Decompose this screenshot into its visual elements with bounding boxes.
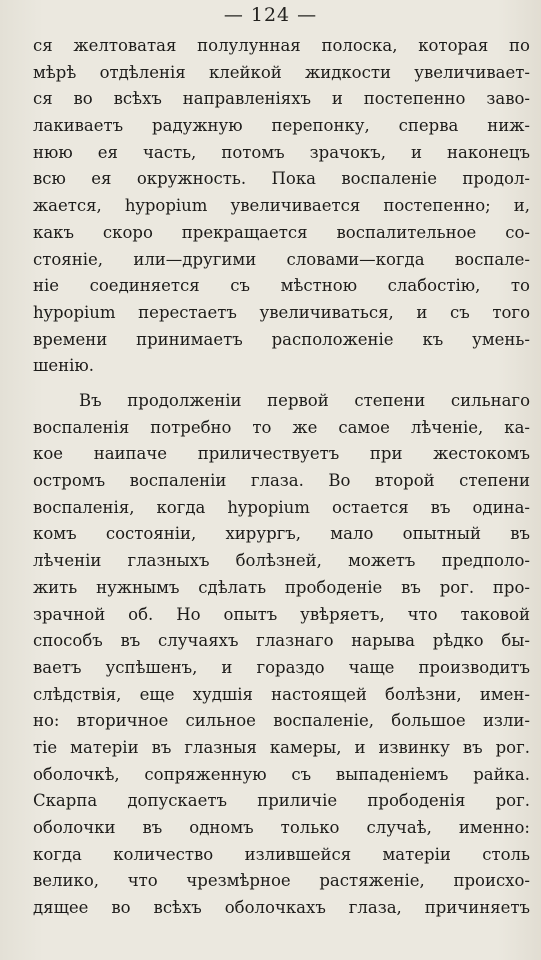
- text-line: стояніе, или—другими словами—когда воспале-: [33, 249, 530, 269]
- text-line: кое наипаче приличествуетъ при жестокомъ: [33, 444, 530, 464]
- text-line: Въ продолженіи первой степени сильнаго: [79, 391, 530, 410]
- text-line: ся желтоватая полулунная полоска, которая по: [33, 36, 530, 55]
- text-line: Скарпа допускаетъ приличіе прободенія рог.: [33, 791, 530, 811]
- text-line: дящее во всѣхъ оболочкахъ глаза, причиняетъ: [33, 898, 530, 918]
- text-line: жается, hypopium увеличивается постепенно; и,: [33, 196, 530, 216]
- text-line: велико, что чрезмѣрное растяженіе, происхо-: [33, 871, 530, 891]
- paragraph-1: [33, 33, 530, 380]
- text-line: комъ состояніи, хирургъ, мало опытный въ: [33, 524, 530, 544]
- paragraph-2: [33, 388, 530, 922]
- text-line: лѣченіи глазныхъ болѣзней, можетъ предполо-: [33, 551, 530, 571]
- text-line: остромъ воспаленіи глаза. Во второй степени: [33, 471, 530, 491]
- text-line: ся во всѣхъ направленіяхъ и постепенно заво-: [33, 89, 530, 109]
- text-line: ваетъ успѣшенъ, и гораздо чаще производитъ: [33, 657, 530, 677]
- text-line: ніе соединяется съ мѣстною слабостію, то: [33, 276, 530, 296]
- text-line: нюю ея часть, потомъ зрачокъ, и наконецъ: [33, 142, 530, 162]
- text-line: лакиваетъ радужную перепонку, сперва ниж-: [33, 116, 530, 136]
- text-line: зрачной об. Но опытъ увѣряетъ, что таковой: [33, 604, 530, 624]
- text-line: времени принимаетъ расположеніе къ умень-: [33, 329, 530, 349]
- text-line: способъ въ случаяхъ глазнаго нарыва рѣдко бы-: [33, 631, 530, 651]
- text-line: всю ея окружность. Пока воспаленіе продол-: [33, 169, 530, 189]
- text-line: hypopium перестаетъ увеличиваться, и съ того: [33, 302, 530, 322]
- text-line: воспаленія, когда hypopium остается въ одина-: [33, 497, 530, 517]
- text-line: шенію.: [33, 356, 94, 376]
- text-line: тіе матеріи въ глазныя камеры, и извинку въ рог.: [33, 737, 530, 757]
- text-line: какъ скоро прекращается воспалительное со-: [33, 222, 530, 242]
- text-line: оболочки въ одномъ только случаѣ, именно:: [33, 818, 530, 837]
- text-line: слѣдствія, еще худшія настоящей болѣзни, имен-: [33, 684, 530, 704]
- page-number: — 124 —: [223, 4, 318, 26]
- text-line: когда количество излившейся матеріи столь: [33, 844, 530, 864]
- text-line: но: вторичное сильное воспаленіе, большое изли-: [33, 711, 530, 731]
- text-line: оболочкѣ, сопряженную съ выпаденіемъ райка.: [33, 764, 530, 784]
- text-line: жить нужнымъ сдѣлать прободеніе въ рог. про-: [33, 577, 530, 597]
- text-line: воспаленія потребно то же самое лѣченіе, ка-: [33, 417, 530, 437]
- text-line: мѣрѣ отдѣленія клейкой жидкости увеличивает-: [33, 62, 530, 82]
